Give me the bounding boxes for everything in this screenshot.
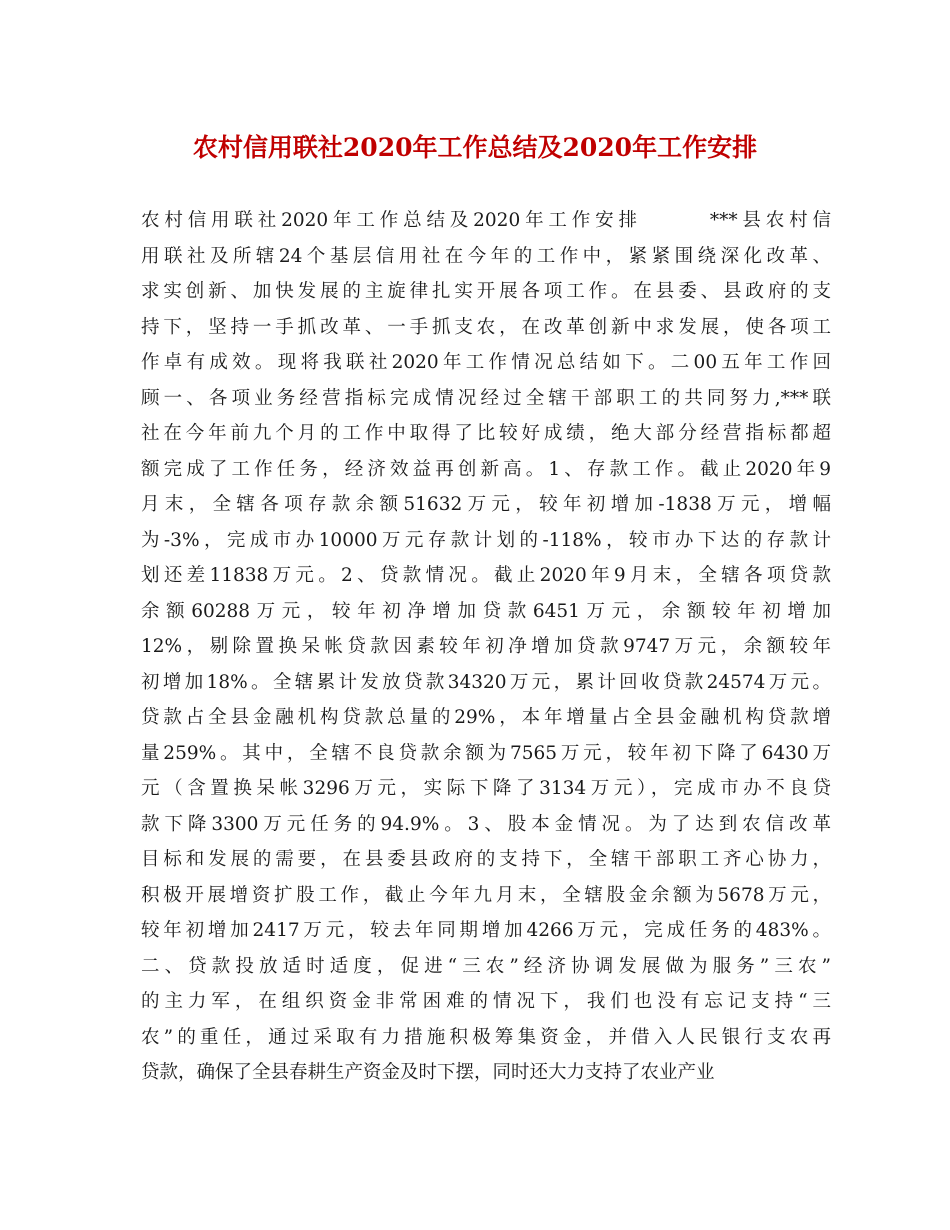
body-line: 积极开展增资扩股工作，截止今年九月末，全辖股金余额为5678万元， [141,884,831,906]
body-line: 款下降3300万元任务的94.9%。3、股本金情况。为了达到农信改革 [141,813,831,835]
body-line: 用联社及所辖24个基层信用社在今年的工作中，紧紧围绕深化改革、 [141,245,831,267]
body-line: 贷款，确保了全县春耕生产资金及时下摆，同时还大力支持了农业产业 [141,1062,715,1083]
body-line: 作卓有成效。现将我联社2020年工作情况总结如下。二00五年工作回 [141,352,831,373]
body-line: 月末，全辖各项存款余额51632万元，较年初增加-1838万元，增幅 [141,494,831,515]
intro-left-text: 农村信用联社2020年工作总结及2020年工作安排 [141,210,642,231]
body-line: 求实创新、加快发展的主旋律扎实开展各项工作。在县委、县政府的支 [141,281,831,302]
body-line: 社在今年前九个月的工作中取得了比较好成绩，绝大部分经营指标都超 [141,423,831,444]
body-line: 量259%。其中，全辖不良贷款余额为7565万元，较年初下降了6430万 [141,742,831,764]
document-body [141,203,831,1091]
body-line: 顾一、各项业务经营指标完成情况经过全辖干部职工的共同努力,***联 [141,387,831,409]
intro-right-text: ***县农村信 [709,210,831,231]
body-line: 的主力军，在组织资金非常困难的情况下，我们也没有忘记支持“三 [141,991,831,1012]
document-title: 农村信用联社2020年工作总结及2020年工作安排 [192,133,758,162]
body-line: 额完成了工作任务，经济效益再创新高。1、存款工作。截止2020年9 [141,458,831,480]
intro-line [141,203,831,239]
body-line: 持下，坚持一手抓改革、一手抓支农，在改革创新中求发展，使各项工 [141,316,831,338]
body-line: 贷款占全县金融机构贷款总量的29%，本年增量占全县金融机构贷款增 [141,707,831,728]
body-line: 元（含置换呆帐3296万元，实际下降了3134万元），完成市办不良贷 [141,778,831,799]
body-line: 余额60288万元，较年初净增加贷款6451万元，余额较年初增加 [141,600,831,622]
body-line: 初增加18%。全辖累计发放贷款34320万元，累计回收贷款24574万元。 [141,671,831,693]
body-line: 12%，剔除置换呆帐贷款因素较年初净增加贷款9747万元，余额较年 [141,636,831,657]
body-line: 较年初增加2417万元，较去年同期增加4266万元，完成任务的483%。 [141,920,831,941]
body-line: 为-3%，完成市办10000万元存款计划的-118%，较市办下达的存款计 [141,529,831,551]
body-line: 划还差11838万元。2、贷款情况。截止2020年9月末，全辖各项贷款 [141,565,831,586]
body-line: 目标和发展的需要，在县委县政府的支持下，全辖干部职工齐心协力， [141,849,831,870]
body-line: 农”的重任，通过采取有力措施积极筹集资金，并借入人民银行支农再 [141,1026,831,1048]
body-line: 二、贷款投放适时适度，促进“三农”经济协调发展做为服务”三农” [141,955,831,977]
